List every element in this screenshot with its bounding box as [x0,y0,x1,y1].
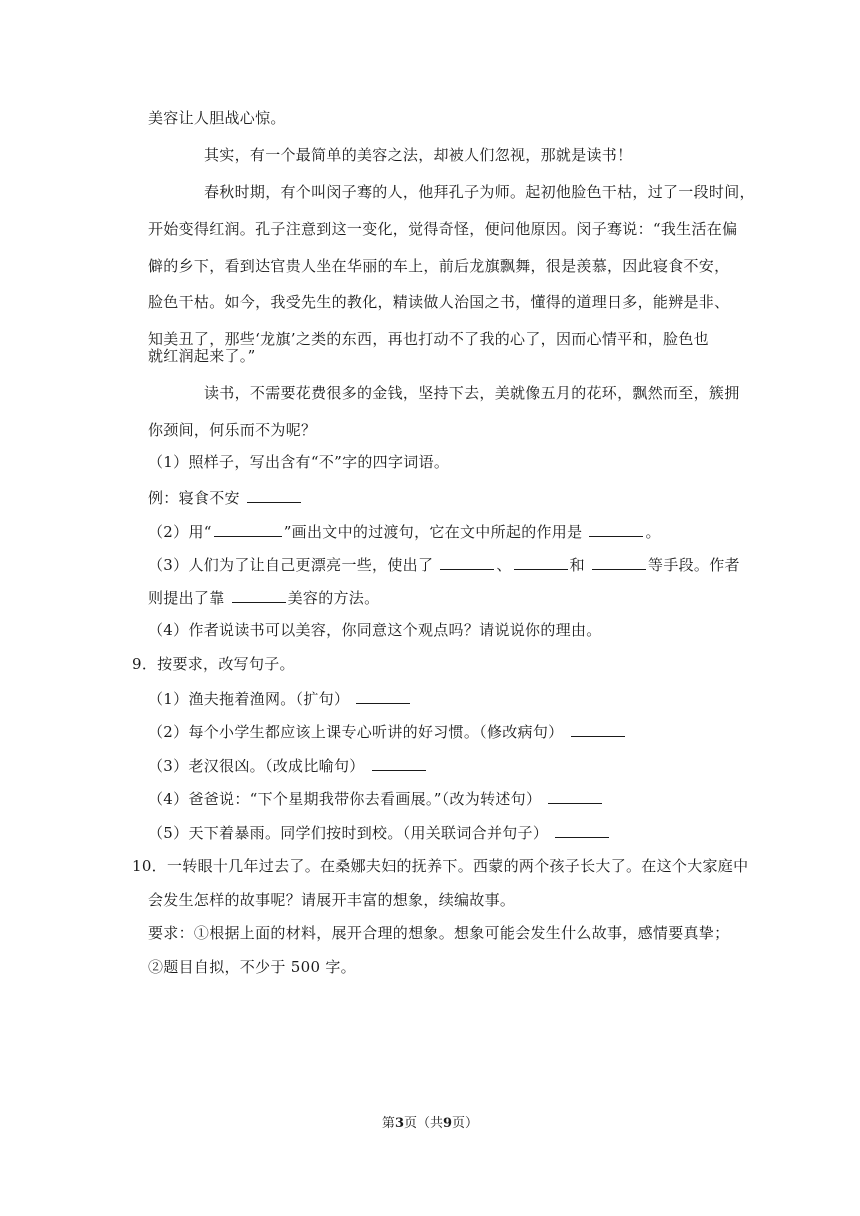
footer-page-number: 3 [394,1116,404,1131]
q8-sub-2 [148,521,661,542]
q9-sub-4-text: （4）爸爸说：“下个星期我带你去看画展。”（改为转述句） [148,790,542,808]
q9-sub-3 [148,755,428,776]
passage-line-8: 就红润起来了。” [148,347,256,365]
q8-sub-4: （4）作者说读书可以美容，你同意这个观点吗？请说说你的理由。 [148,621,602,639]
answer-blank[interactable] [214,521,282,537]
q8-sub-3-text-d: 美容的方法。 [287,589,380,607]
page-footer [0,1112,860,1131]
q8-sub-2-text-c: 。 [645,523,661,541]
q9-sub-5-text: （5）天下着暴雨。同学们按时到校。（用关联词合并句子） [148,824,549,842]
answer-blank[interactable] [571,721,625,737]
passage-line-7: 知美丑了，那些‘龙旗’之类的东西，再也打动不了我的心了，因而心情平和，脸色也 [148,330,709,348]
passage-line-6: 脸色干枯。如今，我受先生的教化，精读做人治国之书，懂得的道理日多，能辨是非、 [148,293,730,311]
footer-total-pages: 9 [443,1116,453,1131]
q8-sub-3-text-c: 则提出了靠 [148,589,225,607]
q10-line-2: 会发生怎样的故事呢？请展开丰富的想象，续编故事。 [148,891,516,909]
q8-sub-3-text-a: （3）人们为了让自己更漂亮一些，使出了 [148,556,434,574]
answer-blank[interactable] [589,521,643,537]
answer-blank[interactable] [514,554,568,570]
q8-sub-3 [148,554,740,575]
q9-sub-2-text: （2）每个小学生都应该上课专心听讲的好习惯。（修改病句） [148,723,564,741]
q9-sub-2 [148,721,627,742]
answer-blank[interactable] [548,788,602,804]
passage-line-3: 春秋时期，有个叫闵子骞的人，他拜孔子为师。起初他脸色干枯，过了一段时间， [204,183,755,201]
answer-blank[interactable] [372,755,426,771]
q10-line-1: 10．一转眼十几年过去了。在桑娜夫妇的抚养下。西蒙的两个孩子长大了。在这个大家庭中 [132,857,749,875]
q8-example-text: 例：寝食不安 [148,489,240,507]
passage-line-10: 你颈间，何乐而不为呢？ [148,421,317,439]
q8-sub-2-text-b: ”画出文中的过渡句，它在文中所起的作用是 [283,523,583,541]
passage-line-1: 美容让人胆战心惊。 [148,109,286,127]
q9-sub-5 [148,822,611,843]
q10-line-3: 要求：①根据上面的材料，展开合理的想象。想象可能会发生什么故事，感情要真挚； [148,924,730,942]
answer-blank[interactable] [232,587,286,603]
q8-sub-1: （1）照样子，写出含有“不”字的四字词语。 [148,453,450,471]
q8-sub-3-sep-1: 、 [496,556,512,574]
footer-post: 页） [452,1116,479,1131]
q9-sub-3-text: （3）老汉很凶。（改成比喻句） [148,757,365,775]
passage-line-4: 开始变得红润。孔子注意到这一变化，觉得奇怪，便问他原因。闵子骞说：“我生活在偏 [148,220,738,238]
q9-sub-1-text: （1）渔夫拖着渔网。（扩句） [148,690,350,708]
passage-line-9: 读书，不需要花费很多的金钱，坚持下去，美就像五月的花环，飘然而至，簇拥 [204,384,740,402]
answer-blank[interactable] [440,554,494,570]
footer-pre: 第 [381,1116,395,1131]
q8-sub-3-cont [148,587,379,608]
passage-line-2: 其实，有一个最简单的美容之法，却被人们忽视，那就是读书！ [204,146,633,164]
answer-blank[interactable] [555,822,609,838]
passage-line-5: 僻的乡下，看到达官贵人坐在华丽的车上，前后龙旗飘舞，很是羡慕，因此寝食不安， [148,257,730,275]
answer-blank[interactable] [247,487,301,503]
q10-line-4: ②题目自拟，不少于 500 字。 [148,958,356,976]
q8-sub-2-text-a: （2）用“ [148,523,212,541]
q9-title: 9．按要求，改写句子。 [132,655,295,673]
q9-sub-1 [148,688,412,709]
q8-sub-3-sep-2: 和 [569,556,585,574]
answer-blank[interactable] [592,554,646,570]
q9-sub-4 [148,788,604,809]
q8-sub-1-example [148,487,303,508]
q8-sub-3-text-b: 等手段。作者 [648,556,740,574]
footer-mid: 页（共 [403,1116,443,1131]
answer-blank[interactable] [356,688,410,704]
